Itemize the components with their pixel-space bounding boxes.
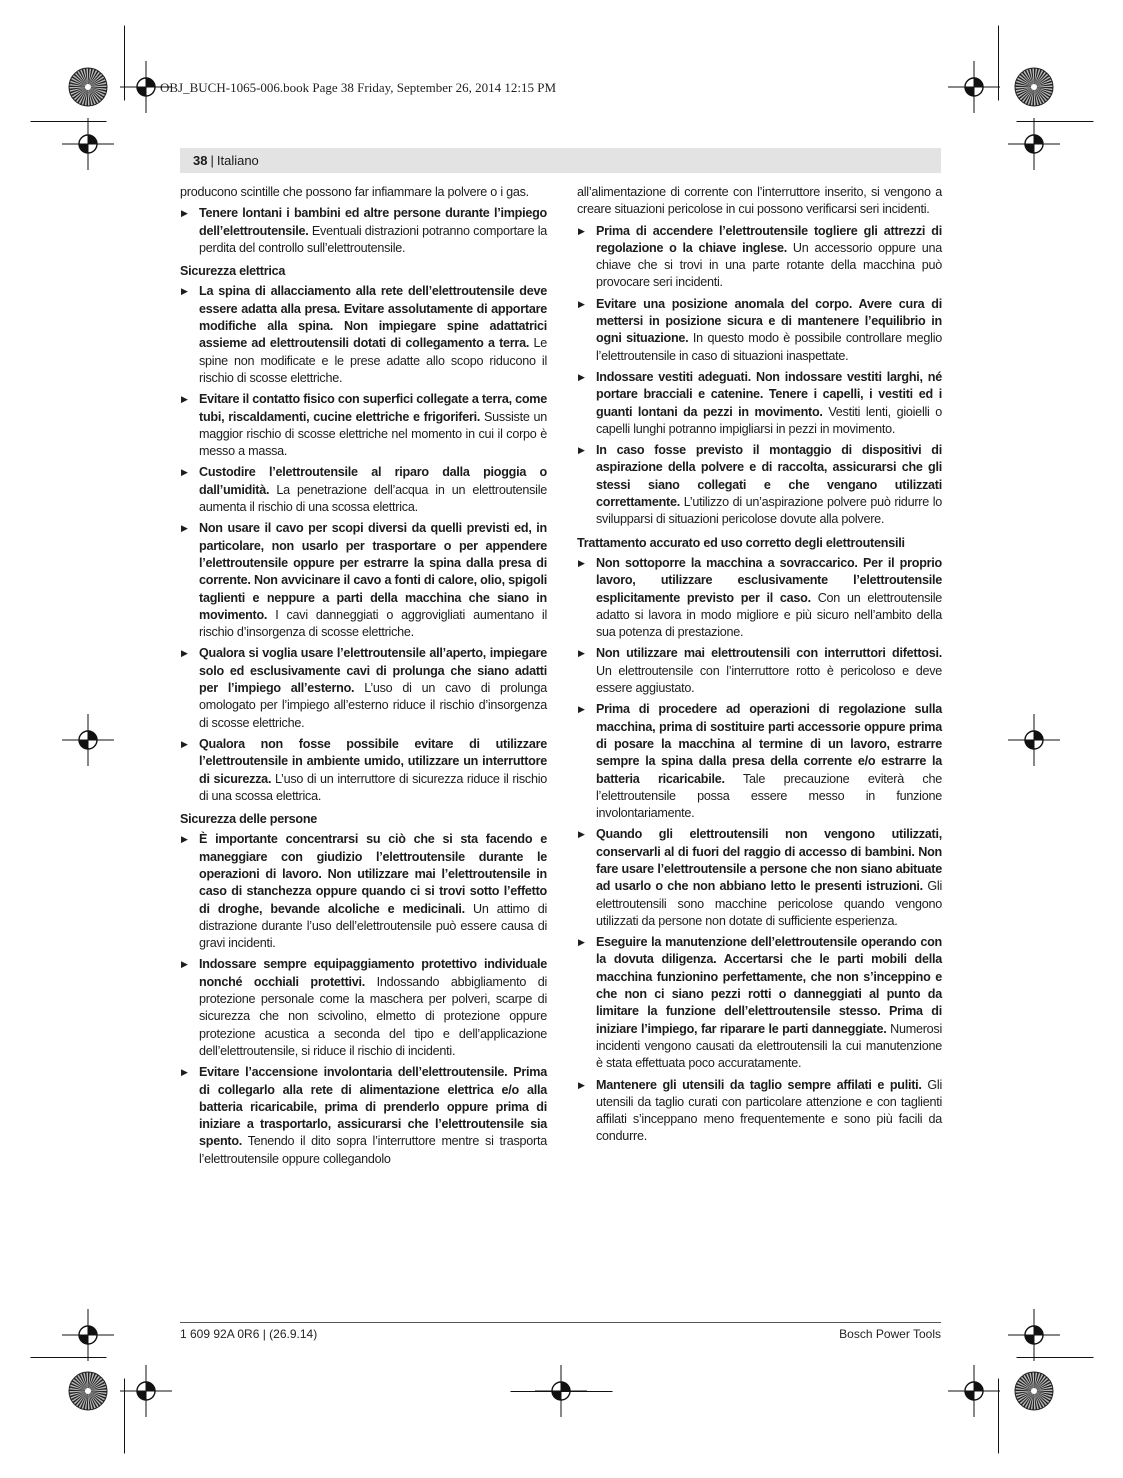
section-heading: Sicurezza elettrica [180, 264, 286, 279]
crosshair-mark-icon [62, 714, 114, 766]
crosshair-mark-icon [948, 61, 1000, 113]
instruction-text: L’utilizzo di un’aspirazione polvere può ridurre lo svilupparsi di situazioni pericolose dovute alla polvere. [596, 495, 942, 527]
instruction-text: Indossando abbigliamento di protezione personale come la maschera per polveri, scarpe di sicurezza che non scivolino, elmetto di protezione oppure protezione acustica a seconda del tipo e dell’applicazione dell’elettroutensile, si riduce il rischio di incidenti. [199, 974, 547, 1058]
safety-instruction [577, 826, 942, 930]
instruction-text: Eventuali distrazioni potranno comportare la perdita del controllo sull’elettroutensile. [199, 223, 547, 255]
instruction-bold: Eseguire la manutenzione dell’elettroutensile operando con la dovuta diligenza. Accertarsi che le parti mobili della macchina funzionino perfettamente, che non s’inceppino e che non ci siano pezzi rotti o danneggiati al punto da limitare la funzione dell’elettroutensile stesso. Prima di iniziare l’impiego, far riparare le parti danneggiate. [596, 935, 942, 1036]
page-number: 38 [193, 153, 208, 168]
instruction-text: Con un elettroutensile adatto si lavora in modo migliore e più sicuro nell’ambito della sua potenza di prestazione. [596, 590, 942, 640]
color-registration-icon [1014, 67, 1054, 107]
right-column [577, 184, 942, 1150]
safety-instruction [180, 464, 547, 516]
instruction-text: L’uso di un cavo di prolunga omologato per l’impiego all’esterno riduce il rischio d’insorgenza di scosse elettriche. [199, 681, 547, 730]
instruction-text: Tale precauzione eviterà che l’elettroutensile possa essere messo in funzione involontariamente. [596, 771, 942, 821]
instruction-text: Gli utensili da taglio curati con particolare attenzione e con taglienti affilati s’inceppano meno frequentemente e sono più facili da condurre. [596, 1077, 942, 1144]
instruction-text: Un elettroutensile con l’interruttore rotto è pericoloso e deve essere aggiustato. [596, 663, 942, 696]
instruction-bold: Custodire l’elettroutensile al riparo dalla pioggia o dall’umidità. [199, 465, 547, 497]
instruction-text: Un accessorio oppure una chiave che si trovi in una parte rotante della macchina può provocare seri incidenti. [596, 240, 942, 290]
safety-instruction [180, 520, 547, 641]
safety-instruction [180, 283, 547, 387]
safety-instruction [180, 205, 547, 257]
instruction-text: La penetrazione dell’acqua in un elettroutensile aumenta il rischio di una scossa elettrica. [199, 482, 547, 515]
instruction-bold: Non utilizzare mai elettroutensili con interruttori difettosi. [596, 646, 942, 661]
instruction-text: Tenendo il dito sopra l’interruttore mentre si trasporta l’elettroutensile oppure collegandolo [199, 1134, 547, 1166]
safety-instruction [180, 831, 547, 952]
instruction-bold: Mantenere gli utensili da taglio sempre affilati e puliti. [596, 1077, 922, 1092]
instruction-bold: La spina di allacciamento alla rete dell’elettroutensile deve essere adatta alla presa. Evitare assolutamente di apportare modifiche alla spina. Non impiegare spine adattatrici assieme ad elettroutensili dotati di collegamento a terra. [199, 284, 547, 351]
crop-line [998, 1378, 1000, 1454]
crop-line [124, 1378, 126, 1454]
instruction-text: Sussiste un maggior rischio di scosse elettriche nel momento in cui il corpo è messo a massa. [199, 409, 547, 459]
crop-line [1016, 1357, 1094, 1359]
instruction-text: Un attimo di distrazione durante l’uso dell’elettroutensile può essere causa di gravi incidenti. [199, 901, 547, 951]
safety-instruction [577, 555, 942, 641]
instruction-bold: Non sottoporre la macchina a sovraccarico. Per il proprio lavoro, utilizzare esclusivamente l’elettroutensile esplicitamente previsto per il caso. [596, 555, 942, 605]
safety-instruction [577, 296, 942, 365]
safety-instruction [180, 1064, 547, 1168]
crosshair-mark-icon [62, 118, 114, 170]
footer-doc-code: 1 609 92A 0R6 | (26.9.14) [180, 1327, 318, 1341]
crosshair-mark-icon [120, 61, 172, 113]
safety-instruction [180, 391, 547, 460]
instruction-bold: Qualora si voglia usare l’elettroutensile all’aperto, impiegare solo ed esclusivamente cavi di prolunga che siano adatti per l’impiego all’esterno. [199, 646, 547, 696]
section-heading: Trattamento accurato ed uso corretto degli elettroutensili [577, 535, 905, 550]
instruction-bold: Indossare sempre equipaggiamento protettivo individuale nonché occhiali protettivi. [199, 957, 547, 989]
safety-instruction [577, 1077, 942, 1146]
instruction-bold: Non usare il cavo per scopi diversi da quelli previsti ed, in particolare, non usarlo per trasportare o per appendere l’elettroutensile oppure per estrarre la spina dalla presa di corrente. Non avvicinare il cavo a fonti di calore, olio, spigoli taglienti e neppure a parti della macchina che siano in movimento. [199, 521, 547, 622]
footer-rule [180, 1322, 941, 1323]
instruction-bold: È importante concentrarsi su ciò che si sta facendo e maneggiare con giudizio l’elettroutensile durante le operazioni di lavoro. Non utilizzare mai l’elettroutensile in caso di stanchezza oppure quando ci si trovi sotto l’effetto di droghe, bevande alcoliche e medicinali. [199, 832, 547, 916]
crop-line [30, 121, 107, 123]
color-registration-icon [1014, 1371, 1054, 1411]
instruction-text: Numerosi incidenti vengono causati da elettroutensili la cui manutenzione è stata effettuata poco accuratamente. [596, 1021, 942, 1071]
crosshair-mark-icon [120, 1365, 172, 1417]
instruction-bold: Prima di accendere l’elettroutensile togliere gli attrezzi di regolazione o la chiave inglese. [596, 223, 942, 255]
crosshair-mark-icon [948, 1365, 1000, 1417]
instruction-bold: Evitare una posizione anomala del corpo. Avere cura di mettersi in posizione sicura e di mantenere l’equilibrio in ogni situazione. [596, 296, 942, 346]
safety-instruction [577, 645, 942, 697]
color-registration-icon [68, 67, 108, 107]
page-language: Italiano [216, 153, 259, 168]
safety-instruction [577, 442, 942, 528]
instruction-text: L’uso di un interruttore di sicurezza riduce il rischio di una scossa elettrica. [199, 771, 548, 803]
instruction-bold: Qualora non fosse possibile evitare di utilizzare l’elettroutensile in ambiente umido, utilizzare un interruttore di sicurezza. [199, 736, 547, 786]
instruction-bold: In caso fosse previsto il montaggio di dispositivi di aspirazione della polvere e di raccolta, assicurarsi che gli stessi siano collegati e che vengano utilizzati correttamente. [596, 443, 942, 510]
instruction-bold: Evitare il contatto fisico con superfici collegate a terra, come tubi, riscaldamenti, cucine elettriche e frigoriferi. [199, 392, 547, 424]
instruction-text: Vestiti lenti, gioielli o capelli lunghi potranno impigliarsi in pezzi in movimento. [596, 404, 942, 436]
crosshair-mark-icon [1008, 118, 1060, 170]
safety-instruction [577, 934, 942, 1072]
crop-line [124, 25, 126, 101]
section-heading: Sicurezza delle persone [180, 812, 318, 827]
left-column [180, 184, 547, 1172]
crosshair-mark-icon [62, 1309, 114, 1361]
continued-paragraph: all’alimentazione di corrente con l’interruttore inserito, si vengono a creare situazioni pericolose in cui possono verificarsi seri incidenti. [577, 185, 942, 217]
instruction-bold: Quando gli elettroutensili non vengono utilizzati, conservarli al di fuori del raggio di accesso di bambini. Non fare usare l’elettroutensile a persone che non siano abituate ad usarlo o che non abbiano letto le presenti istruzioni. [596, 827, 942, 894]
crop-line [510, 1391, 613, 1393]
footer-brand: Bosch Power Tools [839, 1327, 941, 1341]
header-separator: | [210, 153, 214, 168]
instruction-bold: Evitare l’accensione involontaria dell’elettroutensile. Prima di collegarlo alla rete di alimentazione elettrica e/o alla batteria ricaricabile, prima di prenderlo oppure prima di iniziare a trasportarlo, assicurarsi che l’elettroutensile sia spento. [199, 1065, 547, 1149]
crosshair-mark-icon [1008, 1309, 1060, 1361]
instruction-bold: Tenere lontani i bambini ed altre persone durante l’impiego dell’elettroutensile. [199, 206, 547, 238]
page-header [180, 148, 941, 173]
color-registration-icon [68, 1371, 108, 1411]
instruction-text: In questo modo è possibile controllare meglio l’elettroutensile in caso di situazioni inaspettate. [596, 331, 942, 363]
safety-instruction [180, 736, 547, 805]
instruction-text: Gli elettroutensili sono macchine pericolose quando vengono utilizzati da persone non dotate di sufficiente esperienza. [596, 879, 943, 928]
instruction-text: I cavi danneggiati o aggrovigliati aumentano il rischio d’insorgenza di scosse elettriche. [199, 607, 547, 640]
safety-instruction [577, 369, 942, 438]
crop-line [998, 25, 1000, 101]
continued-paragraph: producono scintille che possono far infiammare la polvere o i gas. [180, 185, 529, 199]
safety-instruction [180, 645, 547, 731]
crop-line [1016, 121, 1094, 123]
instruction-text: Le spine non modificate e le prese adatte allo scopo riducono il rischio di scosse elettriche. [199, 336, 547, 385]
print-slug: OBJ_BUCH-1065-006.book Page 38 Friday, September 26, 2014 12:15 PM [160, 80, 557, 95]
instruction-bold: Prima di procedere ad operazioni di regolazione sulla macchina, prima di sostituire parti accessorie oppure prima di posare la macchina al termine di un lavoro, estrarre sempre la spina dalla presa della corrente e/o estrarre la batteria ricaricabile. [596, 702, 942, 786]
crop-line [30, 1357, 107, 1359]
instruction-bold: Indossare vestiti adeguati. Non indossare vestiti larghi, né portare bracciali e catenine. Tenere i capelli, i vestiti ed i guanti lontani da pezzi in movimento. [596, 369, 942, 419]
safety-instruction [180, 956, 547, 1060]
safety-instruction [577, 223, 942, 292]
crosshair-mark-icon [1008, 714, 1060, 766]
safety-instruction [577, 701, 942, 822]
